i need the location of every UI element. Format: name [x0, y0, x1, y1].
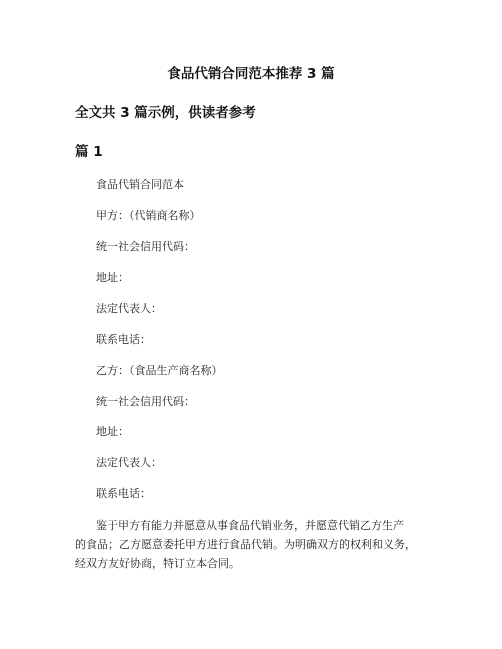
party-b-name-line: 乙方：（食品生产商名称） — [96, 364, 223, 377]
preamble-paragraph — [75, 516, 447, 573]
party-b-address-line: 地址： — [96, 425, 129, 438]
party-a-credit-code-line: 统一社会信用代码： — [96, 240, 195, 253]
document-title: 食品代销合同范本推荐 3 篇 — [167, 66, 335, 82]
party-a-address-line: 地址： — [96, 271, 129, 284]
party-b-credit-code-line: 统一社会信用代码： — [96, 395, 195, 408]
document-subtitle: 全文共 3 篇示例，供读者参考 — [75, 105, 256, 121]
section-heading: 篇 1 — [75, 144, 103, 160]
paragraph-line: 的食品；乙方愿意委托甲方进行食品代销。为明确双方的权利和义务， — [75, 538, 416, 551]
party-a-phone-line: 联系电话： — [96, 333, 151, 346]
party-b-phone-line: 联系电话： — [96, 487, 151, 500]
paragraph-line: 鉴于甲方有能力并愿意从事食品代销业务，并愿意代销乙方生产 — [96, 519, 404, 532]
paragraph-line: 经双方友好协商，特订立本合同。 — [75, 557, 240, 570]
party-a-legal-rep-line: 法定代表人： — [96, 302, 162, 315]
party-b-legal-rep-line: 法定代表人： — [96, 456, 162, 469]
contract-title-line: 食品代销合同范本 — [96, 178, 184, 191]
party-a-name-line: 甲方：（代销商名称） — [96, 209, 201, 222]
